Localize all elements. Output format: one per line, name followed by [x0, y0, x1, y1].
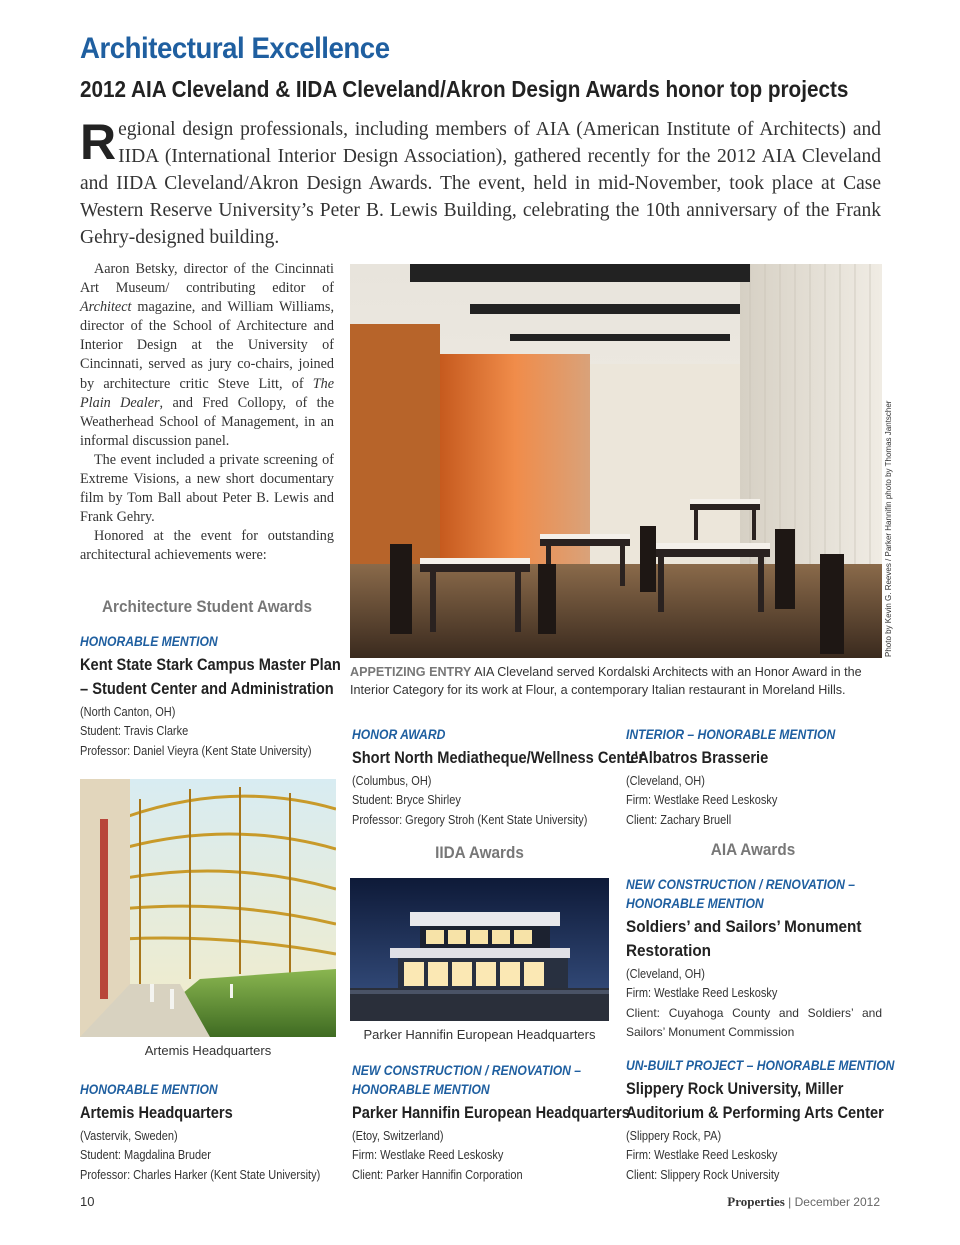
- body-paragraph-2: The event included a private screening of Extreme Visions, a new short documentary film by Tom Ball about Peter B. Lewis and Frank Gehry.: [80, 451, 334, 526]
- parker-hannifin-photo: [350, 878, 609, 1021]
- restaurant-illustration: [350, 264, 882, 658]
- award-title: – Student Center and Administration: [80, 679, 334, 698]
- award-category: HONORABLE MENTION: [352, 1082, 490, 1097]
- award-category: INTERIOR – HONORABLE MENTION: [626, 727, 836, 742]
- section-heading-aia: AIA Awards: [710, 840, 796, 859]
- intro-paragraph: [80, 116, 881, 251]
- restaurant-photo: [350, 264, 882, 658]
- award-location: (Cleveland, OH): [626, 967, 705, 981]
- award-location: (Etoy, Switzerland): [352, 1129, 444, 1143]
- award-category: HONORABLE MENTION: [80, 634, 218, 649]
- award-category: HONORABLE MENTION: [626, 896, 764, 911]
- footer-separator: |: [784, 1195, 795, 1209]
- body-text-column: [80, 260, 334, 566]
- parker-hannifin-caption: Parker Hannifin European Headquarters: [363, 1027, 596, 1042]
- section-heading-iida: IIDA Awards: [435, 843, 524, 862]
- award-client: Client: Cuyahoga County and Soldiers’ and Sailors’ Monument Commission: [626, 1005, 882, 1039]
- award-student: Student: Travis Clarke: [80, 724, 189, 739]
- magazine-brand: Properties: [727, 1194, 785, 1209]
- award-title: Kent State Stark Campus Master Plan: [80, 655, 341, 674]
- award-title: Soldiers’ and Sailors’ Monument: [626, 917, 862, 936]
- award-location: (Columbus, OH): [352, 774, 432, 788]
- award-soldiers-sailors: [626, 875, 884, 1042]
- award-location: (North Canton, OH): [80, 705, 176, 719]
- body-paragraph-3: Honored at the event for outstanding architectural achievements were:: [80, 528, 334, 564]
- award-client: Client: Slippery Rock University: [626, 1167, 780, 1182]
- award-professor: Professor: Gregory Stroh (Kent State University): [352, 812, 588, 827]
- caption-lead: APPETIZING ENTRY: [350, 665, 472, 679]
- page-title: Architectural Excellence: [80, 32, 390, 65]
- body-text: Aaron Betsky, director of the Cincinnati Art Museum/ contributing editor of: [80, 261, 334, 297]
- body-text: magazine, and William Williams, director of the School of Architecture and Interior Design at the University of Cincinnati, served as jury co-chairs, joined by architecture critic Steve Litt, of: [80, 299, 334, 392]
- award-albatros: [626, 725, 884, 830]
- award-student: Student: Bryce Shirley: [352, 793, 461, 808]
- award-title: Artemis Headquarters: [80, 1103, 233, 1122]
- artemis-photo: [80, 779, 336, 1037]
- award-professor: Professor: Daniel Vieyra (Kent State University): [80, 743, 312, 758]
- caption-text: AIA Cleveland served Kordalski Architects with an Honor Award in the Interior Category for its work at Flour, a contemporary Italian restaurant in Moreland Hills.: [350, 665, 862, 697]
- body-paragraph-1: [80, 260, 334, 451]
- award-kent-state: [80, 632, 340, 761]
- award-location: (Slippery Rock, PA): [626, 1129, 722, 1143]
- page-number: 10: [80, 1194, 95, 1209]
- section-heading-student: Architecture Student Awards: [101, 597, 312, 616]
- award-firm: Firm: Westlake Reed Leskosky: [626, 1148, 778, 1163]
- award-title: Slippery Rock University, Miller: [626, 1079, 844, 1098]
- award-student: Student: Magdalina Bruder: [80, 1148, 211, 1163]
- award-location: (Cleveland, OH): [626, 774, 705, 788]
- award-category: NEW CONSTRUCTION / RENOVATION –: [626, 877, 856, 892]
- award-slippery-rock: [626, 1056, 895, 1185]
- award-category: HONORABLE MENTION: [80, 1082, 218, 1097]
- award-title: Auditorium & Performing Arts Center: [626, 1103, 884, 1122]
- magazine-name: Architect: [80, 299, 132, 316]
- award-location: (Vastervik, Sweden): [80, 1129, 178, 1143]
- award-category: NEW CONSTRUCTION / RENOVATION –: [352, 1063, 582, 1078]
- award-client: Client: Zachary Bruell: [626, 812, 732, 827]
- intro-text: egional design professionals, including members of AIA (American Institute of Architects) and IIDA (International Interior Design Association), gathered recently for the 2012 AIA Cleveland and IIDA Cleveland/Akron Design Awards. The event, held in mid-November, took place at Case Western Reserve University’s Peter B. Lewis Building, celebrating the 10th anniversary of the Frank Gehry-designed building.: [80, 119, 881, 248]
- award-title: Parker Hannifin European Headquarters: [352, 1103, 630, 1122]
- award-category: HONOR AWARD: [352, 727, 446, 742]
- issue-date: December 2012: [794, 1195, 880, 1209]
- drop-cap: R: [80, 114, 117, 170]
- artemis-caption: Artemis Headquarters: [144, 1043, 272, 1058]
- page-subtitle: 2012 AIA Cleveland & IIDA Cleveland/Akron Design Awards honor top projects: [80, 76, 849, 102]
- footer-issue: [727, 1194, 880, 1210]
- award-title: Restoration: [626, 941, 712, 960]
- newspaper-name: The Plain Dealer: [80, 375, 334, 411]
- photo-credit: Photo by Kevin G. Reeves / Parker Hannifin photo by Thomas Jantscher: [884, 400, 893, 657]
- award-artemis: [80, 1080, 340, 1185]
- award-professor: Professor: Charles Harker (Kent State University): [80, 1167, 321, 1182]
- body-text: , and Fred Collopy, of the Weatherhead School of Management, in an informal discussion panel.: [80, 394, 334, 449]
- award-firm: Firm: Westlake Reed Leskosky: [626, 793, 778, 808]
- award-title: Short North Mediatheque/Wellness Center: [352, 748, 645, 767]
- award-short-north: [352, 725, 645, 830]
- award-firm: Firm: Westlake Reed Leskosky: [352, 1148, 504, 1163]
- award-parker-hannifin: [352, 1061, 630, 1185]
- award-client: Client: Parker Hannifin Corporation: [352, 1167, 523, 1182]
- award-category: UN-BUILT PROJECT – HONORABLE MENTION: [626, 1058, 895, 1073]
- award-title: L’Albatros Brasserie: [626, 748, 769, 767]
- award-firm: Firm: Westlake Reed Leskosky: [626, 986, 778, 1001]
- main-photo-caption: [350, 663, 885, 699]
- artemis-illustration: [80, 779, 336, 1037]
- parker-hannifin-illustration: [350, 878, 609, 1021]
